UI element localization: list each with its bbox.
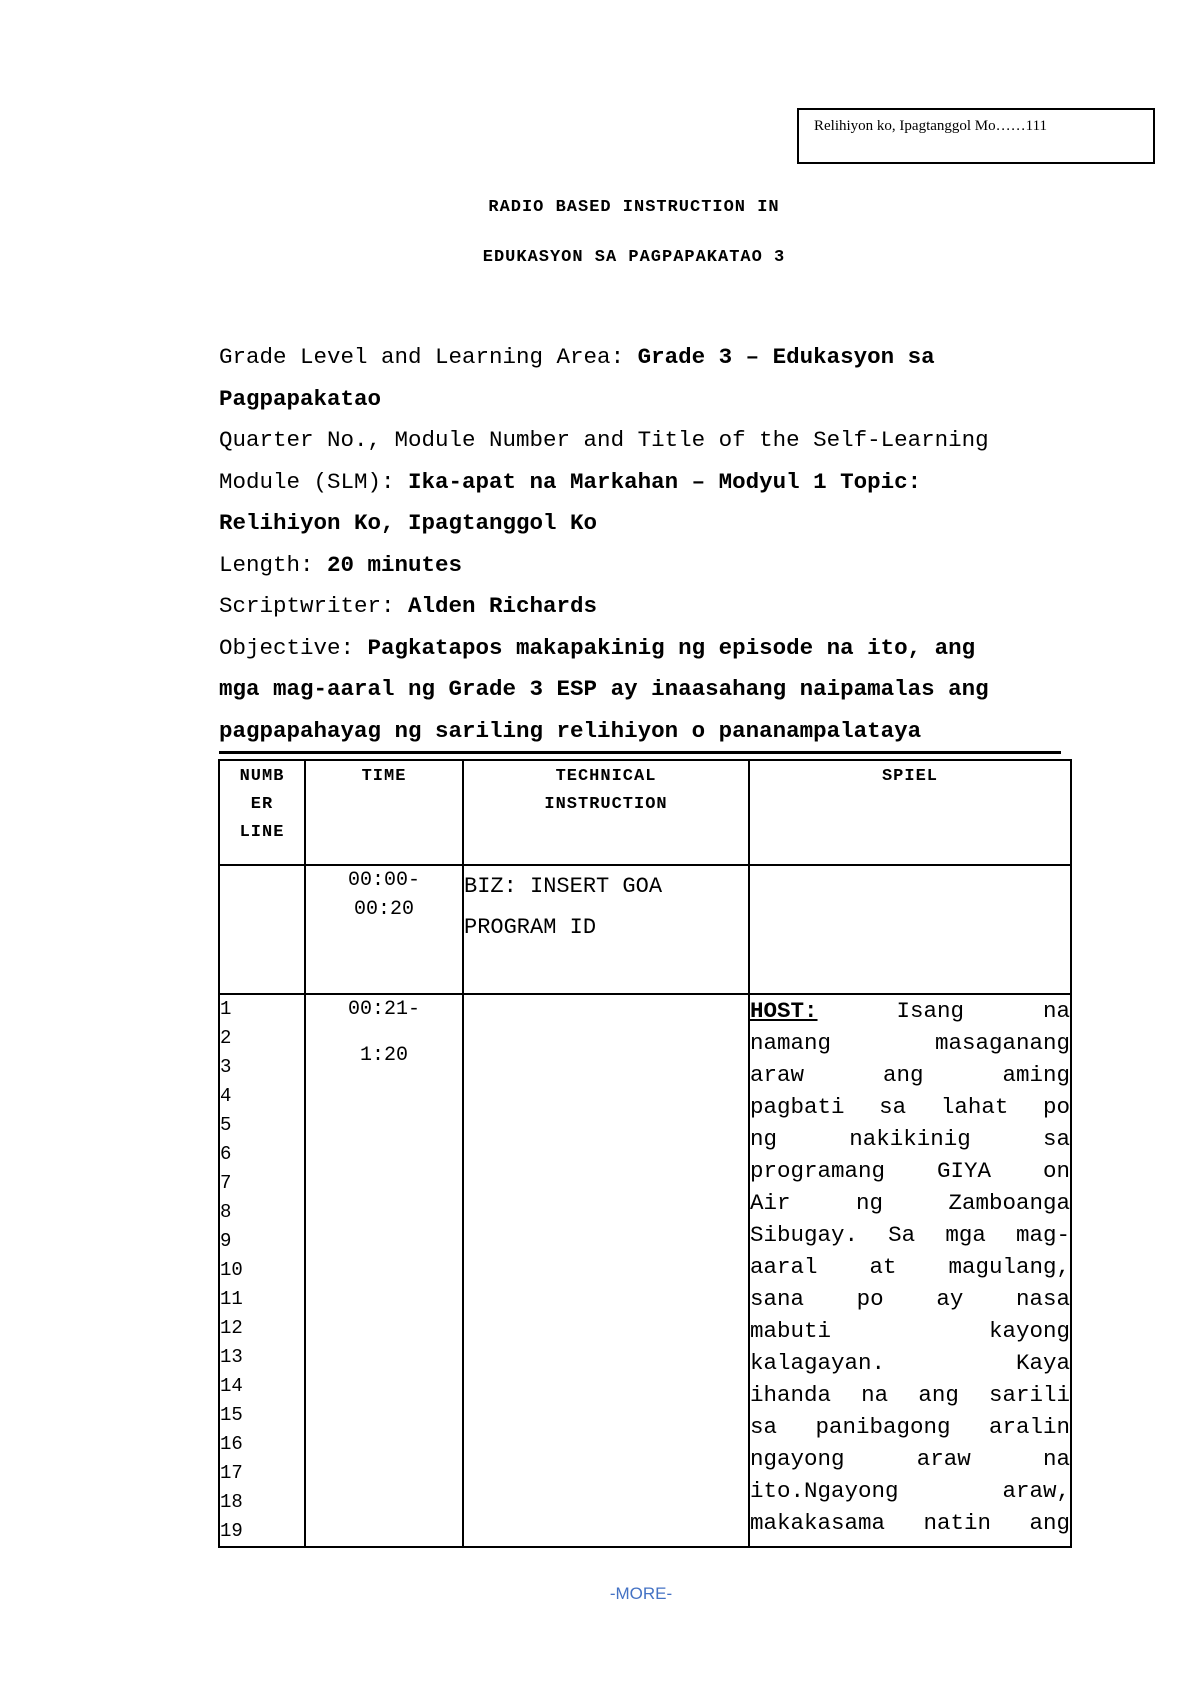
spiel-line: mabuti kayong: [750, 1318, 1070, 1344]
table-row: [219, 865, 1071, 994]
spiel-line: sana po ay nasa: [750, 1286, 1070, 1312]
grade-level-line: [219, 337, 1064, 379]
objective-line-3: [219, 711, 1061, 754]
line-number: 17: [220, 1462, 243, 1484]
spiel-line: makakasama natin ang: [750, 1510, 1070, 1536]
row2-time: [305, 994, 463, 1547]
row2-number-lines: [219, 994, 305, 1547]
quarter-label: Quarter No., Module Number and Title of the Self-Learning: [219, 427, 989, 453]
line-number: 13: [220, 1346, 243, 1368]
row1-technical-text-2: PROGRAM ID: [464, 915, 597, 940]
line-number: 4: [220, 1085, 232, 1107]
module-label: Module (SLM):: [219, 468, 409, 495]
row1-spiel: [749, 865, 1071, 994]
line-number: 5: [220, 1114, 232, 1136]
objective-value: Pagkatapos makapakinig ng episode na ito, ang: [367, 634, 976, 661]
objective-line-2: [219, 669, 1064, 711]
scriptwriter-label: Scriptwriter:: [219, 593, 409, 619]
table-header-row: [219, 760, 1071, 865]
line-number: 3: [220, 1056, 232, 1078]
row2-technical-instruction: [463, 994, 749, 1547]
spiel-line: HOST: Isang na: [750, 995, 1070, 1027]
line-number: 18: [220, 1491, 243, 1513]
table-row: [219, 994, 1071, 1547]
module-metadata: [219, 337, 1064, 754]
line-number: 12: [220, 1317, 243, 1339]
grade-level-line-2: [219, 379, 1064, 421]
header-reference-text: Relihiyon ko, Ipagtanggol Mo……111: [814, 118, 1048, 134]
spiel-line: kalagayan. Kaya: [750, 1350, 1070, 1376]
spiel-line: ito.Ngayong araw,: [750, 1478, 1070, 1504]
grade-level-value: Grade 3 – Edukasyon sa: [637, 344, 935, 370]
line-number: 8: [220, 1201, 232, 1223]
scriptwriter-line: [219, 586, 1064, 628]
topic-title: Relihiyon Ko, Ipagtanggol Ko: [219, 510, 598, 536]
objective-label: Objective:: [219, 634, 368, 661]
line-number: 1: [220, 998, 232, 1020]
spiel-line: Air ng Zamboanga: [750, 1190, 1070, 1216]
module-title: Ika-apat na Markahan – Modyul 1 Topic:: [408, 468, 922, 495]
document-title-line-1: RADIO BASED INSTRUCTION IN: [488, 198, 780, 217]
row1-technical-instruction: [463, 865, 749, 994]
line-number: 14: [220, 1375, 243, 1397]
header-technical-text-2: INSTRUCTION: [544, 795, 668, 814]
line-number: 16: [220, 1433, 243, 1455]
header-reference-box: [797, 108, 1155, 164]
more-indicator: -MORE-: [609, 1584, 673, 1603]
objective-value-cont: mga mag-aaral ng Grade 3 ESP ay inaasahang naipamalas ang: [219, 676, 989, 702]
row1-time: [305, 865, 463, 994]
script-table: [218, 759, 1072, 1548]
scriptwriter-value: Alden Richards: [408, 593, 598, 619]
line-number: 9: [220, 1230, 232, 1252]
length-label: Length:: [219, 551, 328, 578]
row1-number-line: [219, 865, 305, 994]
line-number: 7: [220, 1172, 232, 1194]
line-number: 6: [220, 1143, 232, 1165]
topic-line: [219, 503, 1064, 545]
line-number: 19: [220, 1520, 243, 1542]
spiel-line: pagbati sa lahat po: [750, 1094, 1070, 1120]
grade-level-label: Grade Level and Learning Area:: [219, 344, 638, 370]
header-time: [305, 760, 463, 865]
quarter-line: [219, 420, 1064, 462]
document-title-line-2: EDUKASYON SA PAGPAPAKATAO 3: [482, 248, 786, 267]
spiel-line: programang GIYA on: [750, 1158, 1070, 1184]
spiel-line: araw ang aming: [750, 1062, 1070, 1088]
header-technical-instruction: [463, 760, 749, 865]
length-value: 20 minutes: [327, 551, 463, 578]
spiel-line: ihanda na ang sarili: [750, 1382, 1070, 1408]
spiel-line: Sibugay. Sa mga mag-: [750, 1222, 1070, 1248]
length-line: [219, 545, 1064, 587]
line-number: 2: [220, 1027, 232, 1049]
row2-time-end: 1:20: [359, 1044, 408, 1067]
row1-time-start: 00:00-: [347, 869, 420, 892]
header-time-text: TIME: [361, 767, 407, 786]
header-number-line-text-1: NUMB: [239, 767, 285, 786]
header-spiel-text: SPIEL: [881, 767, 938, 786]
spiel-speaker: HOST:: [750, 998, 818, 1024]
row2-time-start: 00:21-: [347, 998, 420, 1021]
objective-value-end: pagpapahayag ng sariling relihiyon o pananampalataya: [219, 717, 922, 744]
spiel-line: namang masaganang: [750, 1030, 1070, 1056]
objective-line: [219, 628, 1064, 670]
header-technical-text-1: TECHNICAL: [555, 767, 657, 786]
header-spiel: [749, 760, 1071, 865]
line-number: 11: [220, 1288, 243, 1310]
row2-spiel: [749, 994, 1071, 1547]
header-number-line: [219, 760, 305, 865]
row1-time-end: 00:20: [353, 898, 414, 921]
header-number-line-text-2: ER: [250, 795, 274, 814]
header-number-line-text-3: LINE: [239, 823, 285, 842]
spiel-line: ng nakikinig sa: [750, 1126, 1070, 1152]
spiel-line: sa panibagong aralin: [750, 1414, 1070, 1440]
line-number: 10: [220, 1259, 243, 1281]
spiel-line: ngayong araw na: [750, 1446, 1070, 1472]
spiel-line: aaral at magulang,: [750, 1254, 1070, 1280]
line-number: 15: [220, 1404, 243, 1426]
grade-level-value-cont: Pagpapakatao: [219, 385, 382, 412]
row1-technical-text-1: BIZ: INSERT GOA: [464, 874, 663, 899]
module-line: [219, 462, 1064, 504]
